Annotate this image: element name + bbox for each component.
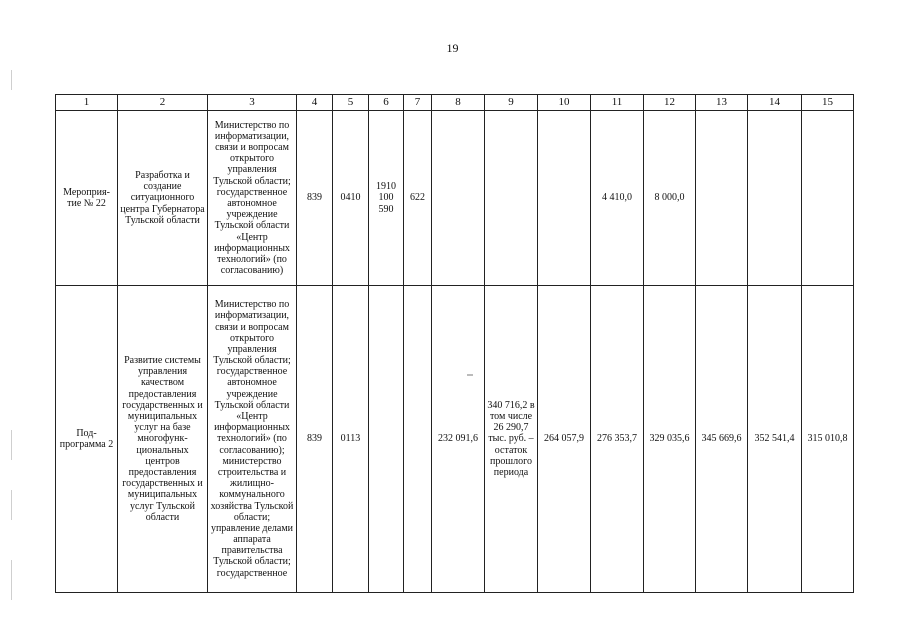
row-executor-cell: Министерство по информатизации, связи и вопросам открытого управления Тульской области; государственное автономное учреждение Тульской области «Центр информационных технологий» (по согласованию): [208, 111, 297, 286]
table-cell: 622: [404, 111, 432, 286]
table-cell: 315 010,8: [802, 286, 854, 593]
table-cell: [696, 111, 748, 286]
table-cell: 4 410,0: [591, 111, 644, 286]
column-header: 5: [333, 95, 369, 111]
column-header: 11: [591, 95, 644, 111]
table-row: [56, 286, 854, 593]
column-header: 14: [748, 95, 802, 111]
column-header: 9: [485, 95, 538, 111]
table-cell: 232 091,6: [432, 286, 485, 593]
table-cell: 839: [297, 111, 333, 286]
table-cell: 839: [297, 286, 333, 593]
margin-mark: [11, 430, 12, 460]
table-cell: [404, 286, 432, 593]
row-type-cell: Мероприя-тие № 22: [56, 111, 118, 286]
row-type-cell: Под-программа 2: [56, 286, 118, 593]
table-cell: [369, 286, 404, 593]
column-header: 3: [208, 95, 297, 111]
margin-mark: [11, 560, 12, 600]
page-number: 19: [446, 41, 459, 55]
table-cell: 329 035,6: [644, 286, 696, 593]
table-cell: 352 541,4: [748, 286, 802, 593]
table-cell: [748, 111, 802, 286]
row-executor-cell: Министерство по информатизации, связи и вопросам открытого управления Тульской области; государственное автономное учреждение Тульской области «Центр информационных технологий» (по согласованию); министерство строительства и жилищно-коммунального хозяйства Тульской области; управление делами аппарата правительства Тульской области; государственное: [208, 286, 297, 593]
header-row: [56, 95, 854, 111]
column-header: 8: [432, 95, 485, 111]
table-cell: 1910 100 590: [369, 111, 404, 286]
column-header: 1: [56, 95, 118, 111]
table-cell: 345 669,6: [696, 286, 748, 593]
budget-table: [55, 94, 854, 593]
table-cell: 276 353,7: [591, 286, 644, 593]
column-header: 6: [369, 95, 404, 111]
row-title-cell: Развитие системы управления качеством предоставления государственных и муниципальных услуг на базе многофунк-циональных центров предоставления государственных и муниципальных услуг Тульской области: [118, 286, 208, 593]
column-header: 4: [297, 95, 333, 111]
column-header: 2: [118, 95, 208, 111]
table-cell: [485, 111, 538, 286]
table-cell: 264 057,9: [538, 286, 591, 593]
table-cell: 0113: [333, 286, 369, 593]
column-header: 7: [404, 95, 432, 111]
column-header: 15: [802, 95, 854, 111]
table-cell: 8 000,0: [644, 111, 696, 286]
margin-mark: [11, 490, 12, 520]
row-title-cell: Разработка и создание ситуационного центра Губернатора Тульской области: [118, 111, 208, 286]
table-cell: [432, 111, 485, 286]
table-cell: 340 716,2 в том числе 26 290,7 тыс. руб. – остаток прошлого периода: [485, 286, 538, 593]
column-header: 12: [644, 95, 696, 111]
column-header: 10: [538, 95, 591, 111]
table-row: [56, 111, 854, 286]
column-header: 13: [696, 95, 748, 111]
table-cell: [802, 111, 854, 286]
table-cell: 0410: [333, 111, 369, 286]
margin-mark: [11, 70, 12, 90]
table-cell: [538, 111, 591, 286]
